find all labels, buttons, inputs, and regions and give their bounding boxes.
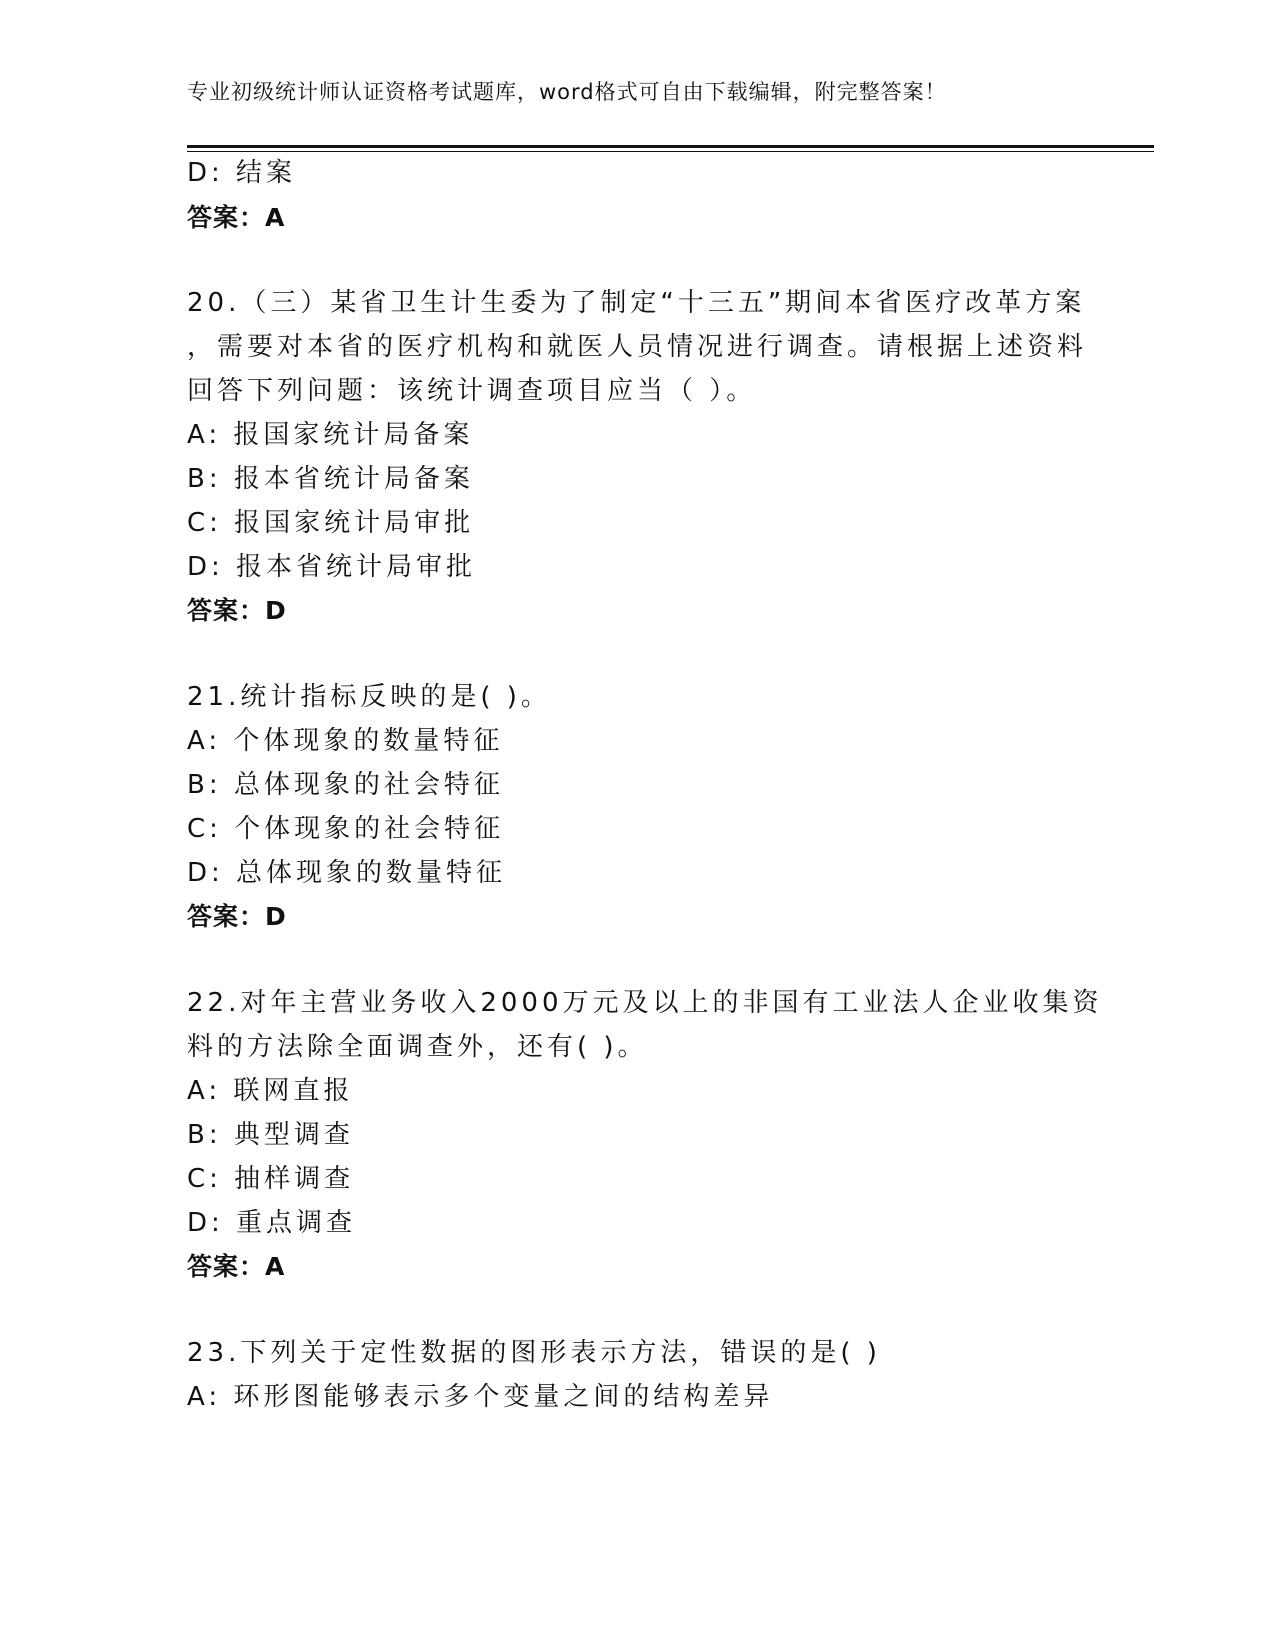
q20-option-a: A: 报国家统计局备案 (187, 420, 474, 450)
q20-answer: 答案：D (187, 596, 287, 625)
q20-option-c: C: 报国家统计局审批 (187, 508, 475, 538)
q22-option-b: B: 典型调查 (187, 1120, 354, 1150)
header-rule-thick (187, 145, 1154, 148)
q22-option-d: D: 重点调查 (187, 1208, 357, 1238)
q21-stem: 21.统计指标反映的是( )。 (187, 682, 551, 712)
q20-option-b: B: 报本省统计局备案 (187, 464, 474, 494)
q21-option-a: A: 个体现象的数量特征 (187, 726, 504, 756)
q22-answer: 答案：A (187, 1252, 286, 1281)
q22-option-a: A: 联网直报 (187, 1076, 354, 1106)
q20-stem-line1: 20.（三）某省卫生计生委为了制定“十三五”期间本省医疗改革方案 (187, 288, 1086, 318)
q20-stem-line3: 回答下列问题：该统计调查项目应当（ ）。 (187, 376, 757, 406)
q22-option-c: C: 抽样调查 (187, 1164, 355, 1194)
prev-answer: 答案：A (187, 203, 286, 232)
q21-option-c: C: 个体现象的社会特征 (187, 814, 505, 844)
q21-option-b: B: 总体现象的社会特征 (187, 770, 504, 800)
q23-stem: 23.下列关于定性数据的图形表示方法，错误的是( ) (187, 1338, 881, 1368)
prev-option-d: D: 结案 (187, 158, 297, 188)
q21-answer: 答案：D (187, 902, 287, 931)
q22-stem-line1: 22.对年主营业务收入2000万元及以上的非国有工业法人企业收集资 (187, 988, 1103, 1018)
q21-option-d: D: 总体现象的数量特征 (187, 858, 507, 888)
q23-option-a: A: 环形图能够表示多个变量之间的结构差异 (187, 1382, 774, 1412)
header-rule-thin (187, 151, 1154, 152)
page-header: 专业初级统计师认证资格考试题库，word格式可自由下载编辑，附完整答案！ (187, 80, 947, 104)
q22-stem-line2: 料的方法除全面调查外，还有( )。 (187, 1032, 648, 1062)
q20-stem-line2: ，需要对本省的医疗机构和就医人员情况进行调查。请根据上述资料 (187, 332, 1088, 362)
q20-option-d: D: 报本省统计局审批 (187, 552, 477, 582)
